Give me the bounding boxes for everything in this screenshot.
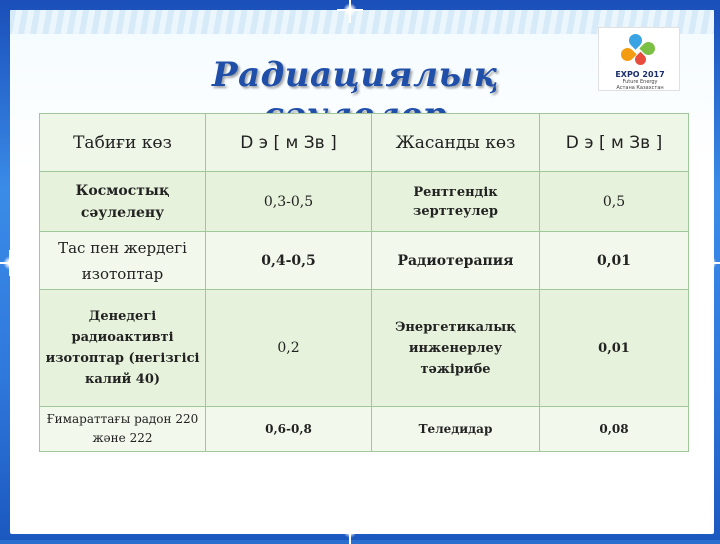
table-cell: Энергетикалық инженерлеу тәжірибе [372,290,540,407]
table-cell: Теледидар [372,407,540,452]
table-cell: 0,01 [540,290,689,407]
table-row [40,290,689,407]
sparkle-icon [343,524,357,538]
table-cell: Тас пен жердегі изотоптар [40,232,206,290]
table-row [40,172,689,232]
table-cell: 0,6-0,8 [206,407,372,452]
table-cell: Космостық сәулелену [40,172,206,232]
radiation-table [39,113,689,452]
logo-text: EXPO 2017 [615,70,665,79]
sparkle-icon [343,3,357,17]
sparkle-icon [703,256,717,270]
table-cell: 0,4-0,5 [206,232,372,290]
table-row [40,407,689,452]
table-cell: 0,5 [540,172,689,232]
header-dose: D э [ м Зв ] [540,114,689,172]
table-cell: Ғимараттағы радон 220 және 222 [40,407,206,452]
table-cell: Радиотерапия [372,232,540,290]
expo-logo [598,27,680,91]
table-cell: 0,2 [206,290,372,407]
header-dose: D э [ м Зв ] [206,114,372,172]
table-row [40,232,689,290]
table-cell: Рентгендік зерттеулер [372,172,540,232]
sparkle-icon [3,256,17,270]
logo-subtext: Future Energy Астана Казахстан [616,79,664,91]
table-cell: Денедегі радиоактивті изотоптар (негізгісі калий 40) [40,290,206,407]
table-header-row [40,114,689,172]
page-title: Радиациялық [212,55,498,95]
header-artificial-source: Жасанды көз [372,114,540,172]
table-cell: 0,01 [540,232,689,290]
header-natural-source: Табиғи көз [40,114,206,172]
table-cell: 0,08 [540,407,689,452]
table-cell: 0,3-0,5 [206,172,372,232]
